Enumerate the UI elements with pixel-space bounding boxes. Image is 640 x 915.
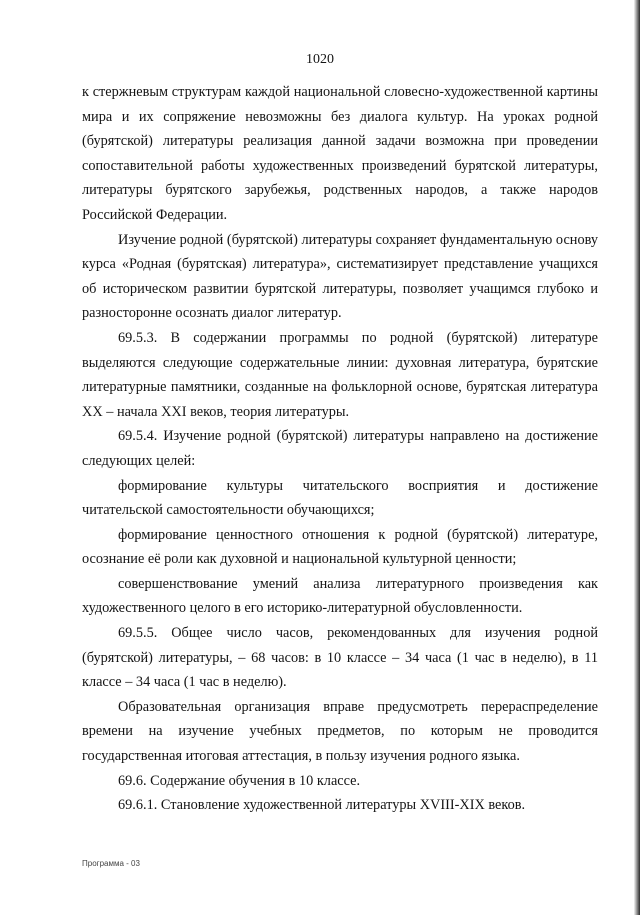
page-number: 1020	[306, 52, 334, 67]
scan-edge	[634, 0, 640, 915]
goal-item-2: формирование ценностного отношения к родной (бурятской) литературе, осознание её роли как духовной и национальной культурной ценности;	[82, 526, 598, 568]
footer-label: Программа - 03	[82, 859, 140, 868]
section-69-6: 69.6. Содержание обучения в 10 классе.	[118, 772, 361, 789]
paragraph-continuation: к стержневым структурам каждой национальной словесно-художественной картины мира и их сопряжение невозможны без диалога культур. На уроках родной (бурятской) литературы реализация данной задачи возможна при проведении сопоставительной работы художественных произведений бурятской литературы, литературы бурятского зарубежья, родственных народов, а также народов Российской Федерации.	[82, 84, 598, 223]
section-69-6-1: 69.6.1. Становление художественной литературы XVIII-XIX веков.	[118, 797, 526, 814]
paragraph-study-overview: Изучение родной (бурятской) литературы сохраняет фундаментальную основу курса «Родная (бурятская) литература», систематизирует представление учащихся об историческом развитии бурятской литературы, позволяет учащимся глубоко и разносторонне осознать диалог литератур.	[82, 231, 598, 322]
paragraph-redistribution: Образовательная организация вправе предусмотреть перераспределение времени на изучение учебных предметов, по которым не проводится государственная итоговая аттестация, в пользу изучения родного языка.	[82, 698, 598, 765]
document-body	[82, 80, 598, 818]
goal-item-1: формирование культуры читательского восприятия и достижение читательской самостоятельности обучающихся;	[82, 477, 598, 519]
paragraph-69-5-3: 69.5.3. В содержании программы по родной (бурятской) литературе выделяются следующие содержательные линии: духовная литература, бурятские литературные памятники, созданные на фольклорной основе, бурятская литература XX – начала XXI веков, теория литературы.	[82, 329, 598, 420]
paragraph-69-5-4: 69.5.4. Изучение родной (бурятской) литературы направлено на достижение следующих целей:	[82, 428, 598, 469]
goal-item-3: совершенствование умений анализа литературного произведения как художественного целого в его историко-литературной обусловленности.	[82, 575, 598, 617]
paragraph-69-5-5: 69.5.5. Общее число часов, рекомендованных для изучения родной (бурятской) литературы, – 68 часов: в 10 классе – 34 часа (1 час в неделю), в 11 классе – 34 часа (1 час в неделю).	[82, 625, 598, 691]
